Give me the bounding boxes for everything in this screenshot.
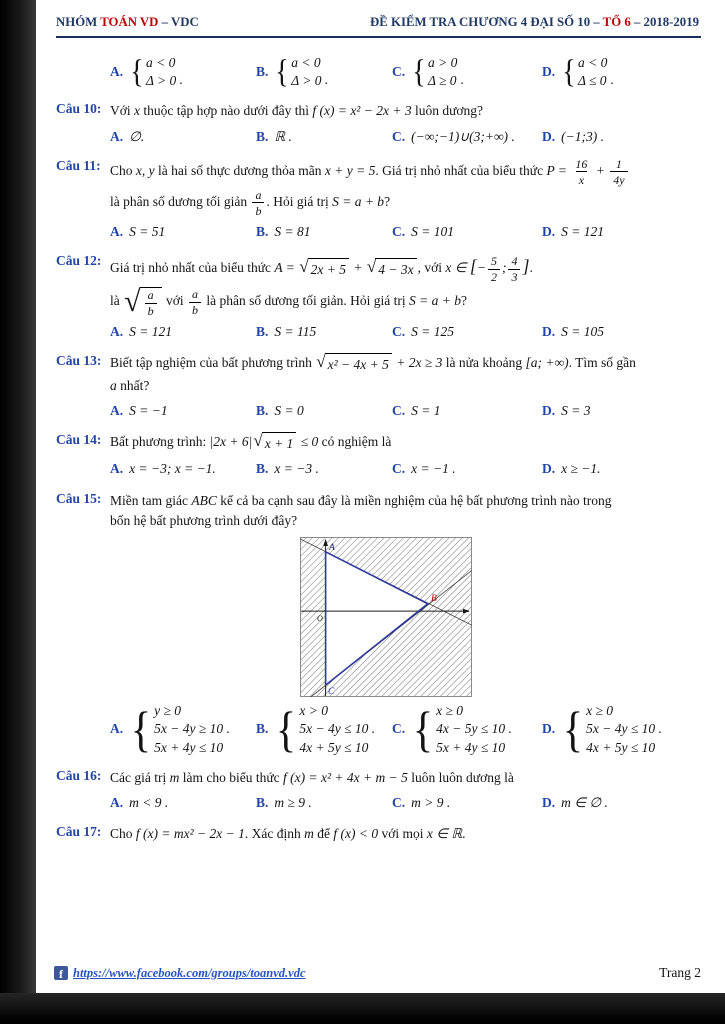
- system-line: 5x + 4y ≤ 10: [436, 739, 506, 755]
- text-run: Biết tập nghiệm của bất phương trình: [110, 355, 316, 371]
- question-17: [56, 824, 701, 844]
- option-label: B.: [256, 795, 269, 810]
- option-c: [392, 459, 542, 479]
- option-b: [256, 702, 392, 757]
- question-text: [110, 768, 701, 788]
- text-run: ?: [461, 293, 468, 309]
- system-line: x > 0: [299, 703, 328, 719]
- numerator: 5: [490, 254, 497, 269]
- text-run: .: [460, 72, 464, 88]
- system-line: x ≥ 0: [586, 703, 614, 719]
- text-run: – 2018-2019: [630, 15, 699, 29]
- option-label: C.: [392, 64, 406, 80]
- option-d: [542, 54, 701, 90]
- system-line: 4x − 5y ≤ 10 .: [436, 721, 512, 737]
- text-run: Cho: [110, 826, 136, 842]
- option-text: m < 9 .: [129, 795, 169, 810]
- option-d: [542, 793, 701, 813]
- system-line: a < 0: [145, 55, 176, 70]
- question-text: [110, 353, 701, 375]
- option-label: D.: [542, 223, 556, 239]
- math-run: x + y = 5: [324, 163, 376, 179]
- math-run: ≤ 0: [297, 434, 319, 450]
- option-label: B.: [256, 324, 269, 340]
- inequality-system: [129, 702, 230, 757]
- text-run: làm cho biểu thức: [179, 769, 284, 785]
- options-row: [110, 793, 701, 813]
- option-label: A.: [110, 324, 124, 340]
- option-text: S = 105: [561, 324, 604, 340]
- text-run: là: [110, 293, 124, 309]
- text-run: luôn dương?: [411, 103, 484, 119]
- question-text: [110, 287, 701, 317]
- option-b: [256, 401, 392, 421]
- option-label: A.: [110, 461, 124, 477]
- system-line: Δ > 0: [291, 73, 322, 89]
- text-run: là phân số dương tối giản. Hỏi giá trị: [202, 293, 410, 309]
- page-header: [56, 12, 701, 38]
- scan-edge-bottom: [0, 993, 725, 1024]
- option-label: D.: [542, 324, 556, 340]
- option-text: S = 121: [129, 324, 172, 340]
- options-row: [110, 459, 701, 479]
- text-run: Miền tam giác: [110, 492, 192, 508]
- text-run: bốn hệ bất phương trình dưới đây?: [110, 512, 298, 528]
- fraction: [189, 288, 201, 316]
- question-text: [110, 101, 701, 121]
- math-run: A =: [274, 260, 295, 276]
- math-run: f (x) = mx² − 2x − 1: [135, 826, 245, 842]
- spacer: [56, 49, 110, 90]
- radicand: x + 1: [262, 432, 297, 454]
- text-run: để: [313, 826, 334, 842]
- system-line: a > 0: [427, 55, 458, 70]
- text-run: .: [324, 72, 328, 88]
- question-number: Câu 11:: [56, 157, 101, 173]
- page-number: Trang 2: [659, 965, 701, 980]
- system-line: 4x + 5y ≤ 10: [299, 739, 369, 755]
- system-line: a < 0: [577, 55, 608, 70]
- vertex-label-b: B: [430, 594, 437, 605]
- text-run: nhất?: [116, 377, 150, 393]
- option-label: B.: [256, 64, 269, 80]
- question-text: [110, 824, 701, 844]
- option-label: D.: [542, 64, 556, 80]
- inequality-system: [274, 702, 375, 757]
- left-brace: {: [412, 53, 426, 90]
- math-run: x, y: [135, 163, 155, 179]
- graph-container: [110, 537, 661, 697]
- facebook-icon[interactable]: [54, 966, 68, 980]
- option-c: [392, 401, 542, 421]
- question-12: [56, 253, 701, 342]
- option-a: [110, 54, 256, 90]
- math-run: x: [134, 103, 141, 119]
- fraction: [572, 158, 590, 186]
- numerator: a: [255, 187, 262, 202]
- options-row: [110, 127, 701, 147]
- option-a: [110, 127, 256, 147]
- question-11: [56, 158, 701, 242]
- question-number: Câu 10:: [56, 101, 102, 117]
- left-brace: {: [562, 701, 584, 758]
- inequality-system: [411, 54, 457, 90]
- option-d: [542, 459, 701, 479]
- question-text: [110, 253, 701, 283]
- option-text: x = −1 .: [411, 461, 456, 477]
- option-text: S = 81: [274, 223, 311, 239]
- sqrt-sign: √: [366, 256, 377, 276]
- math-run: x ∈ ℝ: [426, 826, 463, 842]
- question-10: [56, 101, 701, 147]
- option-label: D.: [542, 795, 556, 810]
- option-a: [110, 222, 256, 242]
- option-label: D.: [542, 461, 556, 477]
- header-exam-title: [370, 15, 699, 30]
- option-label: A.: [110, 223, 124, 239]
- option-a: [110, 793, 256, 813]
- option-label: D.: [542, 721, 556, 737]
- question-9-options: [56, 49, 701, 90]
- option-text: S = 125: [411, 324, 454, 340]
- fraction: [508, 255, 520, 283]
- inequality-system: [561, 702, 662, 757]
- option-label: C.: [392, 721, 406, 737]
- option-b: [256, 54, 392, 90]
- system-line: Δ ≤ 0: [577, 73, 607, 89]
- scan-edge-left: [0, 0, 36, 1024]
- document-page: [36, 0, 725, 993]
- option-b: [256, 222, 392, 242]
- option-label: B.: [256, 721, 269, 737]
- text-run: ?: [384, 194, 391, 210]
- math-run: [a; +∞): [525, 355, 569, 371]
- math-run: +: [592, 163, 609, 179]
- inequality-system: [274, 54, 321, 90]
- denominator: 3: [508, 269, 520, 284]
- math-run: f (x) = x² − 2x + 3: [312, 103, 412, 119]
- text-run: TỔ 6: [602, 15, 631, 29]
- option-b: [256, 793, 392, 813]
- denominator: b: [252, 202, 264, 217]
- sqrt-sign: √: [253, 431, 263, 451]
- question-number: Câu 17:: [56, 824, 102, 840]
- option-d: [542, 222, 701, 242]
- sqrt-expression: [124, 287, 161, 317]
- math-run: x ∈: [445, 260, 467, 276]
- facebook-group-link[interactable]: https://www.facebook.com/groups/toanvd.vdc: [73, 965, 306, 980]
- numerator: 1: [615, 156, 622, 171]
- math-run: |2x + 6|: [209, 434, 253, 450]
- option-text: S = 101: [411, 223, 454, 239]
- options-row: [110, 401, 701, 421]
- option-label: C.: [392, 795, 406, 810]
- math-run: S = a + b: [332, 194, 385, 210]
- text-run: là nửa khoảng: [442, 355, 526, 371]
- text-run: Bất phương trình:: [110, 434, 210, 450]
- option-label: A.: [110, 795, 124, 810]
- system-line: 5x − 4y ≤ 10 .: [586, 721, 662, 737]
- fraction: [610, 158, 627, 186]
- option-a: [110, 459, 256, 479]
- text-run: Giá trị nhỏ nhất của biểu thức: [110, 260, 275, 276]
- text-run: .: [610, 72, 614, 88]
- system-line: y ≥ 0: [154, 703, 182, 719]
- left-brace: {: [562, 53, 576, 90]
- option-label: B.: [256, 223, 269, 239]
- sqrt-sign: √: [299, 256, 309, 276]
- question-number: Câu 12:: [56, 253, 102, 269]
- option-text: x = −3 .: [274, 461, 319, 477]
- system-line: 5x − 4y ≤ 10 .: [299, 721, 376, 737]
- option-label: B.: [256, 128, 269, 144]
- math-run: m: [169, 769, 180, 785]
- math-run: −: [476, 260, 486, 276]
- left-brace: {: [130, 701, 152, 758]
- option-text: x = −3; x = −1.: [129, 461, 216, 477]
- option-label: C.: [392, 324, 406, 340]
- option-label: A.: [110, 402, 124, 418]
- left-brace: {: [275, 53, 290, 90]
- left-brace: {: [130, 53, 144, 90]
- numerator: a: [191, 287, 198, 302]
- left-brace: {: [412, 701, 434, 758]
- option-d: [542, 322, 701, 342]
- denominator: 2: [488, 269, 500, 284]
- question-text: [110, 511, 701, 531]
- option-text: (−∞;−1)∪(3;+∞) .: [411, 128, 515, 144]
- question-number: Câu 14:: [56, 432, 102, 448]
- question-text: [110, 432, 701, 454]
- option-text: S = −1: [129, 402, 168, 418]
- option-b: [256, 322, 392, 342]
- question-number: Câu 15:: [56, 490, 102, 506]
- denominator: b: [145, 303, 157, 318]
- vertex-label-c: C: [327, 687, 334, 698]
- system-line: Δ > 0: [145, 73, 177, 89]
- text-run: .: [179, 72, 183, 88]
- text-run: TOÁN VD: [100, 15, 159, 29]
- text-run: Với: [110, 103, 135, 119]
- option-label: A.: [110, 721, 124, 737]
- text-run: . Hỏi giá trị: [266, 194, 333, 210]
- radicand: 2x + 5: [308, 258, 349, 280]
- denominator: b: [189, 302, 201, 317]
- system-line: 5x − 4y ≥ 10 .: [154, 721, 230, 737]
- sqrt-sign: √: [124, 285, 141, 319]
- math-run: +: [349, 260, 366, 276]
- math-run: P =: [546, 163, 567, 179]
- option-c: [392, 793, 542, 813]
- sqrt-expression: [299, 258, 349, 280]
- option-text: x ≥ −1.: [561, 461, 601, 477]
- text-run: ĐỀ KIỂM TRA CHƯƠNG 4 ĐẠI SỐ 10 –: [370, 15, 603, 29]
- option-a: [110, 702, 256, 757]
- option-d: [542, 401, 701, 421]
- options-row: [110, 322, 701, 342]
- bracket: ]: [522, 256, 530, 277]
- options-row: [110, 702, 701, 757]
- numerator: 4: [511, 254, 518, 269]
- fraction: [252, 189, 264, 217]
- page-footer: [54, 965, 701, 981]
- triangle-region-graph: [300, 537, 472, 697]
- text-run: . Giá trị nhỏ nhất của biểu thức: [375, 163, 547, 179]
- math-run: a: [110, 377, 117, 393]
- sqrt-expression: [316, 353, 392, 375]
- option-text: ℝ .: [274, 128, 292, 144]
- option-c: [392, 222, 542, 242]
- question-text: [110, 491, 701, 511]
- inequality-system: [561, 54, 607, 90]
- denominator: x: [576, 171, 587, 186]
- text-run: với: [162, 293, 187, 309]
- option-label: D.: [542, 128, 556, 144]
- option-label: B.: [256, 402, 269, 418]
- question-13: [56, 353, 701, 421]
- option-c: [392, 127, 542, 147]
- system-line: 5x + 4y ≤ 10: [154, 739, 224, 755]
- system-line: Δ ≥ 0: [427, 73, 457, 89]
- option-text: (−1;3) .: [561, 128, 604, 144]
- question-16: [56, 768, 701, 814]
- text-run: , với: [417, 260, 446, 276]
- option-c: [392, 54, 542, 90]
- sqrt-expression: [253, 432, 296, 454]
- sqrt-sign: √: [316, 352, 326, 372]
- system-line: x ≥ 0: [436, 703, 464, 719]
- text-run: là hai số thực dương thỏa mãn: [154, 163, 325, 179]
- question-14: [56, 432, 701, 480]
- text-run: là phân số dương tối giản: [110, 194, 251, 210]
- text-run: NHÓM: [56, 15, 101, 29]
- text-run: luôn luôn dương là: [407, 769, 514, 785]
- vertex-label-a: A: [328, 543, 335, 554]
- sqrt-expression: [367, 258, 417, 280]
- text-run: . Xác định: [244, 826, 305, 842]
- option-text: ∅.: [129, 128, 145, 144]
- option-b: [256, 459, 392, 479]
- option-label: B.: [256, 461, 269, 477]
- option-label: C.: [392, 402, 406, 418]
- numerator: a: [147, 288, 154, 303]
- option-text: S = 121: [561, 223, 604, 239]
- radicand: 4 − 3x: [375, 258, 416, 280]
- question-text: [110, 376, 701, 396]
- denominator: 4y: [610, 171, 627, 186]
- left-brace: {: [276, 701, 297, 758]
- options-row: [110, 54, 701, 90]
- math-run: f (x) < 0: [333, 826, 379, 842]
- inequality-system: [411, 702, 512, 757]
- question-number: Câu 16:: [56, 767, 102, 783]
- bracket: [: [469, 256, 477, 277]
- fraction: [488, 255, 500, 283]
- text-run: – VDC: [158, 15, 199, 29]
- origin-label: O: [316, 614, 323, 624]
- option-d: [542, 127, 701, 147]
- text-run: kể cả ba cạnh sau đây là miền nghiệm của hệ bất phương trình nào trong: [216, 492, 612, 508]
- text-run: Cho: [110, 163, 136, 179]
- system-line: 4x + 5y ≤ 10: [586, 739, 656, 755]
- radicand: x² − 4x + 5: [325, 353, 392, 375]
- math-run: + 2x ≥ 3: [392, 355, 443, 371]
- option-d: [542, 702, 701, 757]
- question-text: [110, 158, 701, 186]
- text-run: .: [462, 826, 466, 842]
- math-run: m: [304, 826, 314, 842]
- option-text: m ≥ 9 .: [274, 795, 312, 810]
- option-a: [110, 401, 256, 421]
- option-label: C.: [392, 223, 406, 239]
- math-run: f (x) = x² + 4x + m − 5: [283, 769, 408, 785]
- text-run: Các giá trị: [110, 769, 170, 785]
- option-label: C.: [392, 461, 406, 477]
- option-label: D.: [542, 402, 556, 418]
- option-text: S = 3: [561, 402, 591, 418]
- option-text: m ∈ ∅ .: [561, 795, 608, 810]
- option-c: [392, 702, 542, 757]
- option-text: S = 0: [274, 402, 304, 418]
- question-15: [56, 491, 701, 757]
- radicand: [140, 287, 162, 317]
- inequality-system: [129, 54, 176, 90]
- option-text: S = 51: [129, 223, 166, 239]
- question-number: Câu 13:: [56, 353, 102, 369]
- option-text: S = 115: [274, 324, 317, 340]
- option-label: A.: [110, 128, 124, 144]
- facebook-icon-glyph: f: [59, 967, 63, 980]
- system-line: a < 0: [291, 55, 321, 70]
- math-run: ABC: [191, 492, 217, 508]
- numerator: 16: [575, 156, 588, 171]
- option-label: C.: [392, 128, 406, 144]
- option-b: [256, 127, 392, 147]
- option-c: [392, 322, 542, 342]
- text-run: . Tìm số gần: [568, 355, 636, 371]
- text-run: với mọi: [378, 826, 427, 842]
- option-label: A.: [110, 64, 124, 80]
- fraction: [145, 289, 157, 317]
- text-run: .: [529, 260, 533, 276]
- text-run: thuộc tập hợp nào dưới đây thì: [140, 103, 313, 119]
- header-group-name: [56, 15, 199, 30]
- options-row: [110, 222, 701, 242]
- option-text: m > 9 .: [411, 795, 451, 810]
- question-text: [110, 189, 701, 217]
- option-a: [110, 322, 256, 342]
- text-run: có nghiệm là: [318, 434, 392, 450]
- math-run: S = a + b: [409, 293, 462, 309]
- option-text: S = 1: [411, 402, 441, 418]
- math-run: ;: [501, 260, 507, 276]
